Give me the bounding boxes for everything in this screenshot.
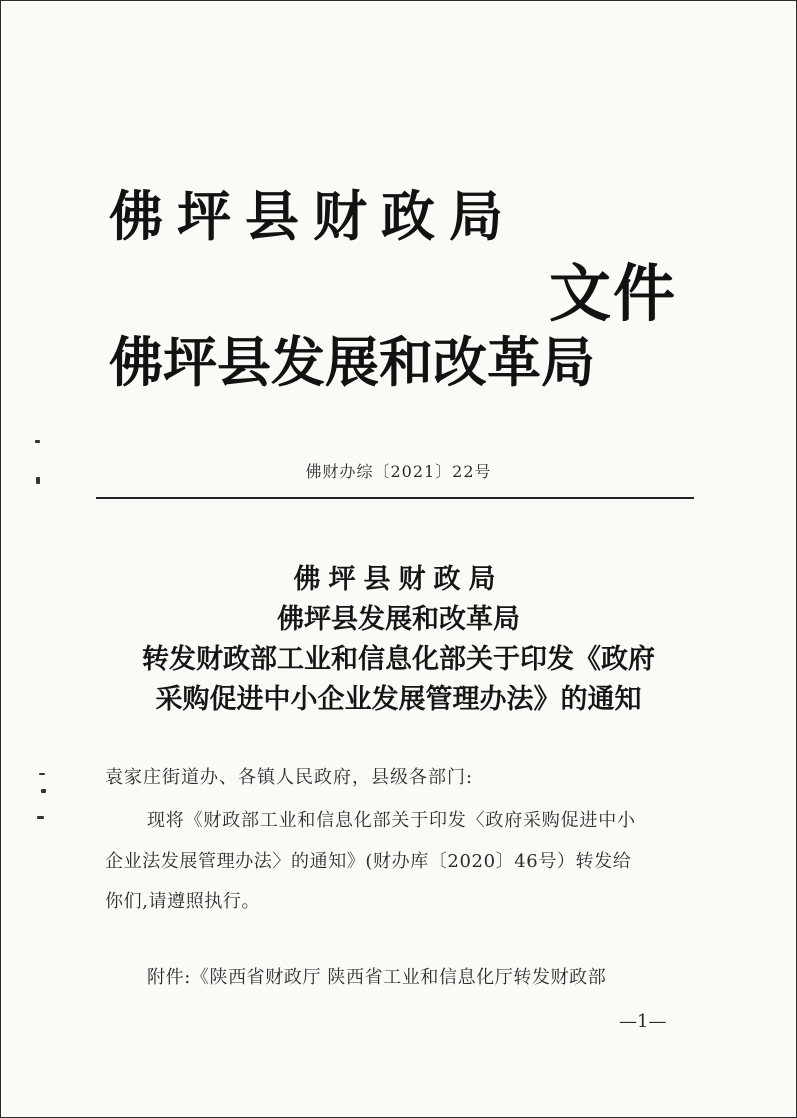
attachment-line: 附件:《陕西省财政厅 陕西省工业和信息化厅转发财政部 xyxy=(147,967,607,988)
page-number: —1— xyxy=(619,1011,667,1032)
title-line-1: 佛坪县财政局 xyxy=(293,564,504,595)
binding-hole-mark xyxy=(41,789,46,793)
paragraph-line-3: 你们,请遵照执行。 xyxy=(105,891,261,912)
header-divider xyxy=(96,497,694,499)
binding-hole-mark xyxy=(35,440,40,443)
binding-hole-mark xyxy=(39,773,45,775)
paragraph-line-2: 企业法发展管理办法〉的通知》(财办库〔2020〕46号）转发给 xyxy=(105,851,632,872)
binding-hole-mark xyxy=(37,816,44,819)
document-number: 佛财办综〔2021〕22号 xyxy=(305,462,492,481)
title-line-4: 采购促进中小企业发展管理办法》的通知 xyxy=(155,684,642,715)
salutation: 袁家庄街道办、各镇人民政府，县级各部门: xyxy=(105,767,474,788)
title-line-2: 佛坪县发展和改革局 xyxy=(277,604,520,635)
binding-hole-mark xyxy=(36,477,40,484)
paragraph-line-1: 现将《财政部工业和信息化部关于印发〈政府采购促进中小 xyxy=(147,810,636,831)
issuer-development-reform-bureau: 佛坪县发展和改革局 xyxy=(109,330,595,394)
document-word: 文件 xyxy=(549,257,678,330)
issuer-finance-bureau: 佛坪县财政局 xyxy=(109,184,517,248)
title-line-3: 转发财政部工业和信息化部关于印发《政府 xyxy=(142,644,655,675)
